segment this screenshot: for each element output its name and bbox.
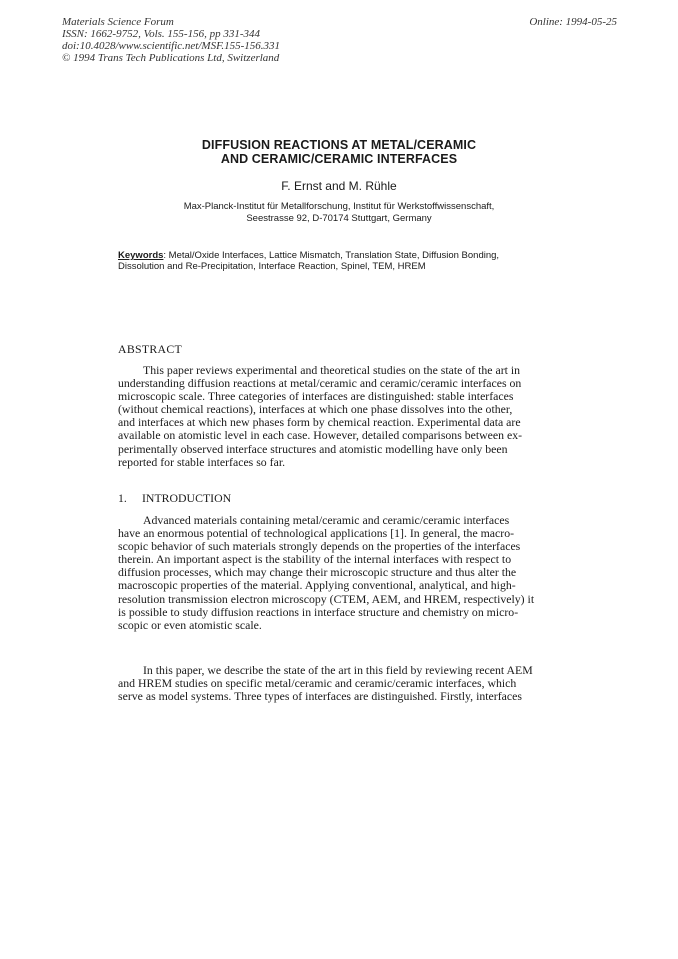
doi-line: doi:10.4028/www.scientific.net/MSF.155-156.331 — [62, 40, 281, 52]
intro-line: Advanced materials containing metal/ceramic and ceramic/ceramic interfaces — [143, 513, 510, 527]
abstract-heading: ABSTRACT — [118, 342, 183, 356]
paper-title — [0, 138, 678, 166]
issn-line: ISSN: 1662-9752, Vols. 155-156, pp 331-344 — [62, 28, 260, 40]
abstract-line: perimentally observed interface structures and atomistic modelling have only been — [118, 441, 508, 456]
title-line-2: AND CERAMIC/CERAMIC INTERFACES — [220, 152, 458, 166]
intro-line: is possible to study diffusion reactions in interface structure and chemistry on micro- — [118, 604, 519, 619]
intro-line: resolution transmission electron microscopy (CTEM, AEM, and HREM, respectively) it — [118, 591, 535, 606]
authors: F. Ernst and M. Rühle — [281, 179, 397, 193]
section-heading-introduction — [118, 491, 231, 506]
intro-line: have an enormous potential of technological applications [1]. In general, the macro- — [118, 526, 515, 541]
abstract-line: (without chemical reactions), interfaces at which one phase dissolves into the other, — [118, 402, 513, 417]
intro-line: macroscopic properties of the material. Applying conventional, analytical, and high- — [118, 578, 516, 593]
title-line-1: DIFFUSION REACTIONS AT METAL/CERAMIC — [201, 138, 477, 152]
introduction-paragraph-2 — [118, 664, 533, 703]
keywords-line-1 — [118, 250, 548, 261]
online-date: Online: 1994-05-25 — [529, 16, 617, 28]
section-number: 1. — [118, 491, 127, 505]
journal-header — [62, 16, 280, 64]
intro-line: and HREM studies on specific metal/ceramic and ceramic/ceramic interfaces, which — [118, 676, 517, 691]
affiliation — [0, 201, 678, 225]
intro-line: In this paper, we describe the state of the art in this field by reviewing recent AEM — [143, 663, 533, 677]
keywords-block — [118, 250, 548, 272]
journal-name: Materials Science Forum — [62, 16, 174, 28]
affiliation-line-1: Max-Planck-Institut für Metallforschung, Institut für Werkstoffwissenschaft, — [183, 201, 495, 212]
intro-line: scopic behavior of such materials strongly depends on the properties of the interfaces — [118, 539, 521, 554]
keywords-line-2: Dissolution and Re-Precipitation, Interface Reaction, Spinel, TEM, HREM — [118, 261, 426, 272]
abstract-line: available on atomistic level in each case. However, detailed comparisons between ex- — [118, 428, 523, 443]
abstract-line: microscopic scale. Three categories of interfaces are distinguished: stable interfaces — [118, 389, 514, 404]
introduction-paragraph-1 — [118, 514, 534, 632]
abstract-line: This paper reviews experimental and theoretical studies on the state of the art in — [143, 363, 521, 377]
copyright-line: © 1994 Trans Tech Publications Ltd, Switzerland — [62, 52, 280, 64]
affiliation-line-2: Seestrasse 92, D-70174 Stuttgart, Germany — [246, 213, 432, 224]
keywords-label: Keywords — [118, 250, 164, 261]
intro-line: therein. An important aspect is the stability of the internal interfaces with respect to — [118, 552, 512, 567]
intro-line: serve as model systems. Three types of interfaces are distinguished. Firstly, interfaces — [118, 689, 522, 704]
abstract-body — [118, 364, 522, 469]
section-title: INTRODUCTION — [142, 491, 232, 505]
intro-line: diffusion processes, which may change their microscopic structure and thus alter the — [118, 565, 517, 580]
keywords-text-1: : Metal/Oxide Interfaces, Lattice Mismatch, Translation State, Diffusion Bonding, — [163, 250, 500, 261]
intro-line: scopic or even atomistic scale. — [118, 617, 262, 632]
abstract-line: understanding diffusion reactions at metal/ceramic and ceramic/ceramic interfaces on — [118, 376, 522, 391]
abstract-line: reported for stable interfaces so far. — [118, 454, 286, 469]
abstract-line: and interfaces at which new phases form by chemical reaction. Experimental data are — [118, 415, 521, 430]
